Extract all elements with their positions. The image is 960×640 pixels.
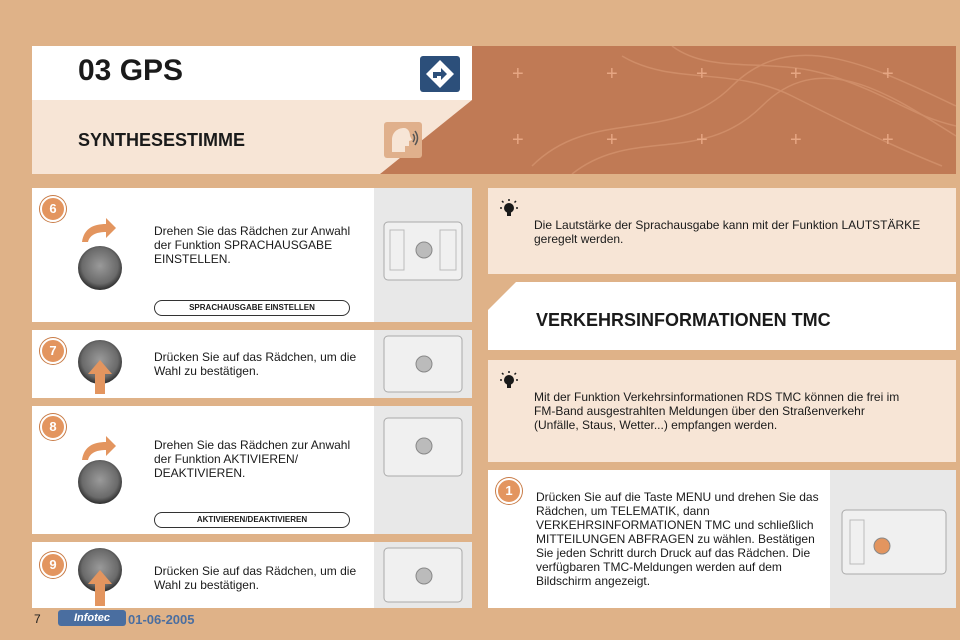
tmc-note: Mit der Funktion Verkehrsinformationen RDS TMC können die frei im FM-Band ausgestrahlten Meldungen über den Straßenverkehr (Unfälle, Staus, Wetter...) empfangen werden. — [534, 390, 900, 432]
step-number-badge: 8 — [40, 414, 66, 440]
step-number-badge: 6 — [40, 196, 66, 222]
rotary-knob-icon — [78, 460, 122, 504]
lightbulb-icon — [498, 198, 520, 220]
section-title: SYNTHESESTIMME — [78, 130, 246, 150]
tmc-section-title: VERKEHRSINFORMATIONEN TMC — [536, 310, 831, 330]
turn-arrow-icon — [78, 216, 118, 244]
header-map-banner — [472, 46, 956, 174]
speaking-head-icon — [384, 122, 422, 158]
brand-logo: Infotec — [58, 610, 126, 626]
radio-illustration-9 — [374, 542, 472, 608]
page-title: 03 GPS — [78, 54, 184, 87]
step-instruction: Drehen Sie das Rädchen zur Anwahl der Funktion SPRACHAUSGABE EINSTELLEN. — [154, 224, 351, 266]
svg-text:+: + — [790, 129, 802, 151]
svg-text:+: + — [696, 63, 708, 85]
step-number-badge: 9 — [40, 552, 66, 578]
lightbulb-icon — [498, 370, 520, 392]
page-number: 7 — [34, 612, 41, 626]
svg-text:+: + — [882, 129, 894, 151]
step-instruction: Drehen Sie das Rädchen zur Anwahl der Funktion AKTIVIEREN/ DEAKTIVIEREN. — [154, 438, 351, 480]
contour-map-decoration — [472, 46, 956, 174]
svg-text:+: + — [606, 63, 618, 85]
direction-arrow-icon — [420, 56, 460, 92]
tmc-corner-cut — [488, 282, 516, 310]
press-arrow-icon — [88, 570, 112, 606]
radio-illustration-8 — [374, 406, 472, 534]
menu-function-label: SPRACHAUSGABE EINSTELLEN — [154, 300, 350, 316]
step-number-badge: 1 — [496, 478, 522, 504]
svg-text:+: + — [512, 129, 524, 151]
edition-date: 01-06-2005 — [128, 612, 195, 627]
turn-arrow-icon — [78, 434, 118, 462]
volume-note: Die Lautstärke der Sprachausgabe kann mit der Funktion LAUTSTÄRKE geregelt werden. — [534, 218, 921, 246]
radio-illustration-7 — [374, 330, 472, 398]
rotary-knob-icon — [78, 246, 122, 290]
svg-text:+: + — [882, 63, 894, 85]
menu-function-label: AKTIVIEREN/DEAKTIVIEREN — [154, 512, 350, 528]
svg-text:+: + — [790, 63, 802, 85]
svg-text:+: + — [696, 129, 708, 151]
step-instruction: Drücken Sie auf das Rädchen, um die Wahl zu bestätigen. — [154, 350, 357, 378]
step-number-badge: 7 — [40, 338, 66, 364]
svg-text:+: + — [512, 63, 524, 85]
step-instruction: Drücken Sie auf die Taste MENU und drehen Sie das Rädchen, um TELEMATIK, dann VERKEHRSINFORMATIONEN TMC und schließlich MITTEILUNGEN ABFRAGEN zu wählen. Bestätigen Sie jeden Schritt durch Druck auf das Rädchen. Die verfügbaren TMC-Meldungen werden auf dem Bildschirm angezeigt. — [536, 490, 819, 588]
step-instruction: Drücken Sie auf das Rädchen, um die Wahl zu bestätigen. — [154, 564, 357, 592]
svg-text:+: + — [606, 129, 618, 151]
press-arrow-icon — [88, 360, 112, 394]
radio-illustration-6 — [374, 188, 472, 322]
radio-illustration-1 — [830, 470, 956, 608]
